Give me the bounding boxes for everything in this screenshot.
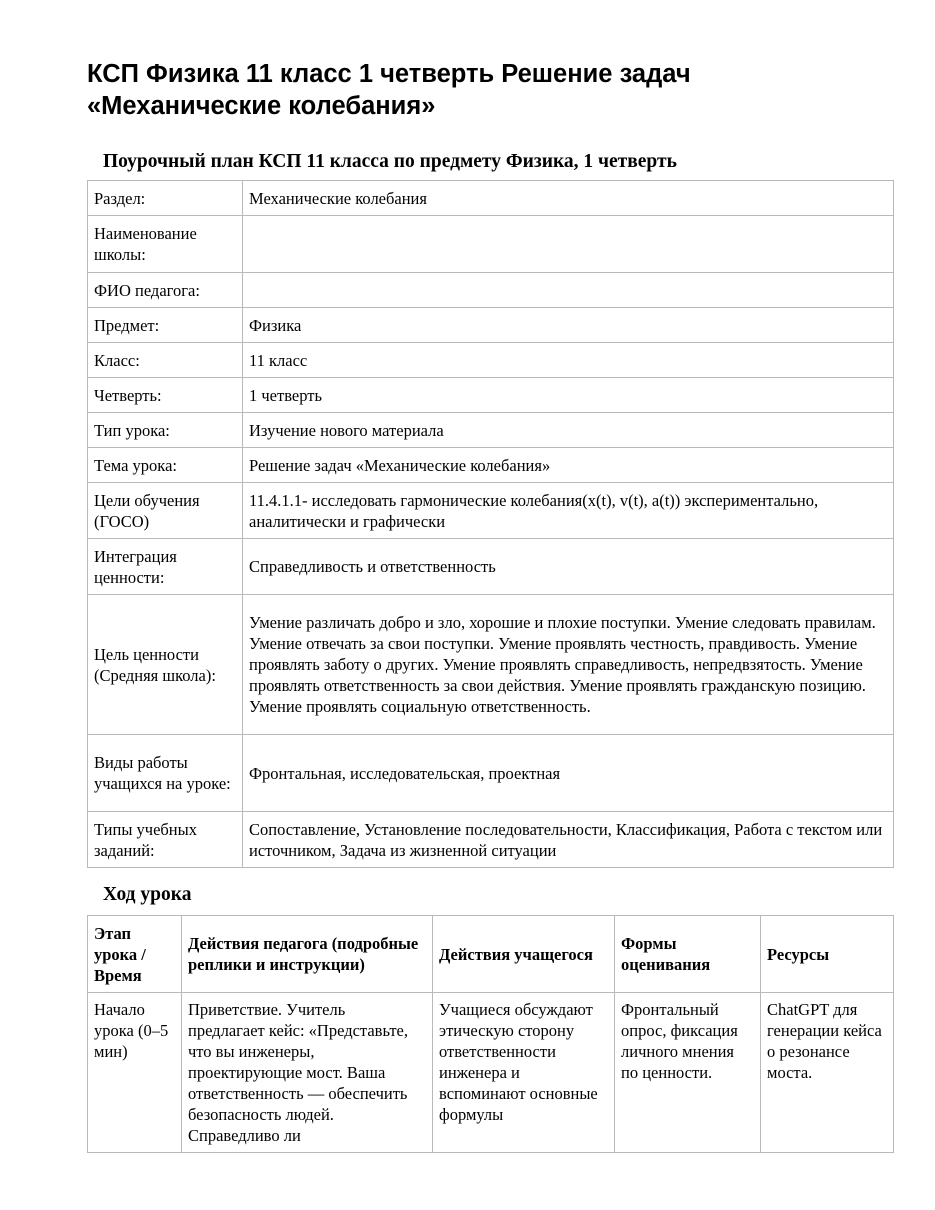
info-value [243,216,894,273]
info-label: ФИО педагога: [88,273,243,308]
info-label: Тема урока: [88,448,243,483]
info-row [88,413,894,448]
info-value: 1 четверть [243,378,894,413]
cell-assessment: Фронтальный опрос, фиксация личного мнения по ценности. [615,993,761,1153]
info-value: Фронтальная, исследовательская, проектная [243,735,894,812]
header-assessment: Формы оценивания [615,916,761,993]
info-label: Раздел: [88,181,243,216]
cell-student-actions: Учащиеся обсуждают этическую сторону ответственности инженера и вспоминают основные формулы [433,993,615,1153]
info-label: Четверть: [88,378,243,413]
info-label: Типы учебных заданий: [88,812,243,868]
document-page [87,58,893,1153]
info-label: Наименование школы: [88,216,243,273]
lesson-heading: Ход урока [103,884,192,905]
info-value: 11.4.1.1- исследовать гармонические колебания(x(t), v(t), a(t)) экспериментально, аналитически и графически [243,483,894,539]
info-row [88,273,894,308]
info-row [88,216,894,273]
cell-teacher-actions: Приветствие. Учитель предлагает кейс: «Представьте, что вы инженеры, проектирующие мост. Ваша ответственность — обеспечить безопасность людей. Справедливо ли [182,993,433,1153]
info-value: Справедливость и ответственность [243,539,894,595]
info-label: Тип урока: [88,413,243,448]
info-row [88,308,894,343]
info-value: Сопоставление, Установление последовательности, Классификация, Работа с текстом или источником, Задача из жизненной ситуации [243,812,894,868]
info-row [88,448,894,483]
cell-stage: Начало урока (0–5 мин) [88,993,182,1153]
info-value: Физика [243,308,894,343]
plan-heading: Поурочный план КСП 11 класса по предмету Физика, 1 четверть [103,151,677,172]
header-stage: Этап урока / Время [88,916,182,993]
info-value: Механические колебания [243,181,894,216]
info-label: Цели обучения (ГОСО) [88,483,243,539]
info-row [88,595,894,735]
info-row [88,181,894,216]
info-value: Умение различать добро и зло, хорошие и плохие поступки. Умение следовать правилам. Умение отвечать за свои поступки. Умение проявлять честность, правдивость. Умение проявлять заботу о других. Умение проявлять справедливость, непредвзятость. Умение проявлять ответственность за свои действия. Умение проявлять гражданскую позицию. Умение проявлять социальную ответственность. [243,595,894,735]
info-row [88,735,894,812]
header-resources: Ресурсы [761,916,894,993]
lesson-table [87,915,894,1153]
header-teacher-actions: Действия педагога (подробные реплики и инструкции) [182,916,433,993]
info-label: Интеграция ценности: [88,539,243,595]
info-row [88,378,894,413]
info-label: Класс: [88,343,243,378]
info-value [243,273,894,308]
info-label: Предмет: [88,308,243,343]
info-label: Цель ценности (Средняя школа): [88,595,243,735]
info-row [88,483,894,539]
info-table [87,180,894,868]
document-title: КСП Физика 11 класс 1 четверть Решение задач «Механические колебания» [87,60,691,120]
lesson-row [88,993,894,1153]
info-value: 11 класс [243,343,894,378]
header-student-actions: Действия учащегося [433,916,615,993]
info-row [88,812,894,868]
lesson-header-row [88,916,894,993]
info-row [88,343,894,378]
info-row [88,539,894,595]
info-value: Изучение нового материала [243,413,894,448]
cell-resources: ChatGPT для генерации кейса о резонансе моста. [761,993,894,1153]
info-label: Виды работы учащихся на уроке: [88,735,243,812]
info-value: Решение задач «Механические колебания» [243,448,894,483]
